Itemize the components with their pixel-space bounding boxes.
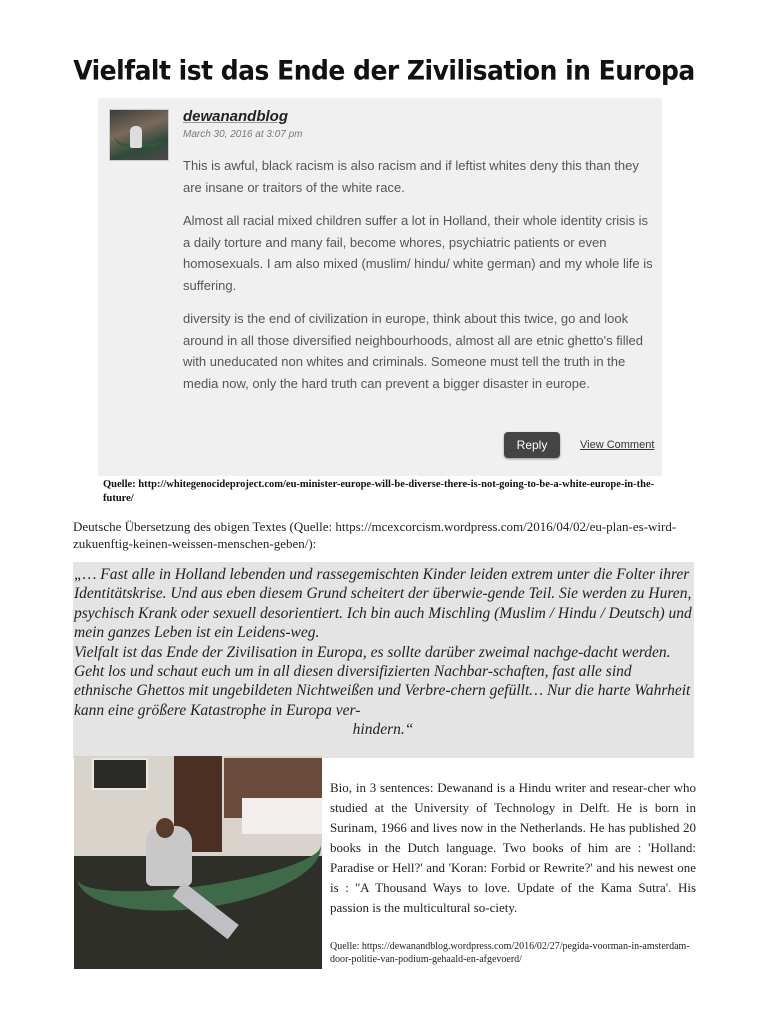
comment-screenshot — [98, 98, 662, 476]
view-comment-link[interactable]: View Comment — [580, 439, 655, 451]
comment-date: March 30, 2016 at 3:07 pm — [183, 129, 303, 140]
quote-end: hindern.“ — [352, 721, 414, 739]
quote-part: „… Fast alle in Holland lebenden und rassegemischten Kinder leiden extrem unter die Folter ihrer Identitätskrise. Und aus eben diesem Grund scheitert der überwie-gende Teil. Sie werden zu Huren, psychisch Krank oder sexuell desorientiert. Ich bin auch Mischling (Muslim / Hindu / Deutsch) und mein ganzes Leben ist ein Leidens-weg. — [74, 566, 692, 642]
comment-paragraph: This is awful, black racism is also racism and if leftist whites deny this than they are insane or traitors of the white race. — [183, 158, 639, 195]
comment-body — [183, 155, 653, 406]
translation-intro: Deutsche Übersetzung des obigen Textes (Quelle: https://mcexcorcism.wordpress.com/2016/04/02/eu-plan-es-wird-zukuenftig-keinen-weissen-menschen-geben/): — [73, 519, 677, 551]
document-title: Vielfalt ist das Ende der Zivilisation in Europa — [73, 54, 695, 87]
author-photo — [74, 756, 322, 969]
comment-paragraph: Almost all racial mixed children suffer a lot in Holland, their whole identity crisis is a daily torture and many fail, become whores, psychiatric patients or even homosexuals. I am also mixed (muslim/ hindu/ white german) and my whole life is suffering. — [183, 213, 653, 293]
comment-author: dewanandblog — [183, 108, 288, 125]
bio-source-citation: Quelle: https://dewanandblog.wordpress.com/2016/02/27/pegida-voorman-in-amsterdam-door-politie-van-podium-gehaald-en-afgevoerd/ — [330, 941, 690, 965]
comment-paragraph: diversity is the end of civilization in europe, think about this twice, go and look around in all those diversified neighbourhoods, almost all are etnic ghetto's filled with uneducated non whites and criminals. Someone must tell the truth in the media now, only the hard truth can prevent a bigger disaster in europe. — [183, 311, 643, 391]
quote-part: Vielfalt ist das Ende der Zivilisation in Europa, es sollte darüber zweimal nachge-dacht werden. Geht los und schaut euch um in all diesen diversifizierten Nachbar-schaften, fast alle sind ethnische Ghettos mit ungebildeten Nichtweißen und Verbre-chern gefüllt… Nur die harte Wahrheit kann eine größere Katastrophe in Europa ver- — [74, 643, 691, 719]
reply-button[interactable]: Reply — [504, 432, 560, 458]
german-quote — [74, 565, 692, 740]
avatar — [110, 110, 168, 160]
source-citation: Quelle: http://whitegenocideproject.com/eu-minister-europe-will-be-diverse-there-is-not-going-to-be-a-white-europe-in-the-future/ — [103, 479, 655, 504]
author-bio: Bio, in 3 sentences: Dewanand is a Hindu writer and resear-cher who studied at the University of Technology in Delft. He is born in Surinam, 1966 and lives now in the Netherlands. He has published 20 books in the Dutch language. Two books of him are : 'Holland: Paradise or Hell?' and 'Koran: Forbid or Rewrite?' and his newest one is : ''A Thousand Ways to love. Update of the Kama Sutra'. His passion is the multicultural so-ciety. — [330, 780, 696, 915]
